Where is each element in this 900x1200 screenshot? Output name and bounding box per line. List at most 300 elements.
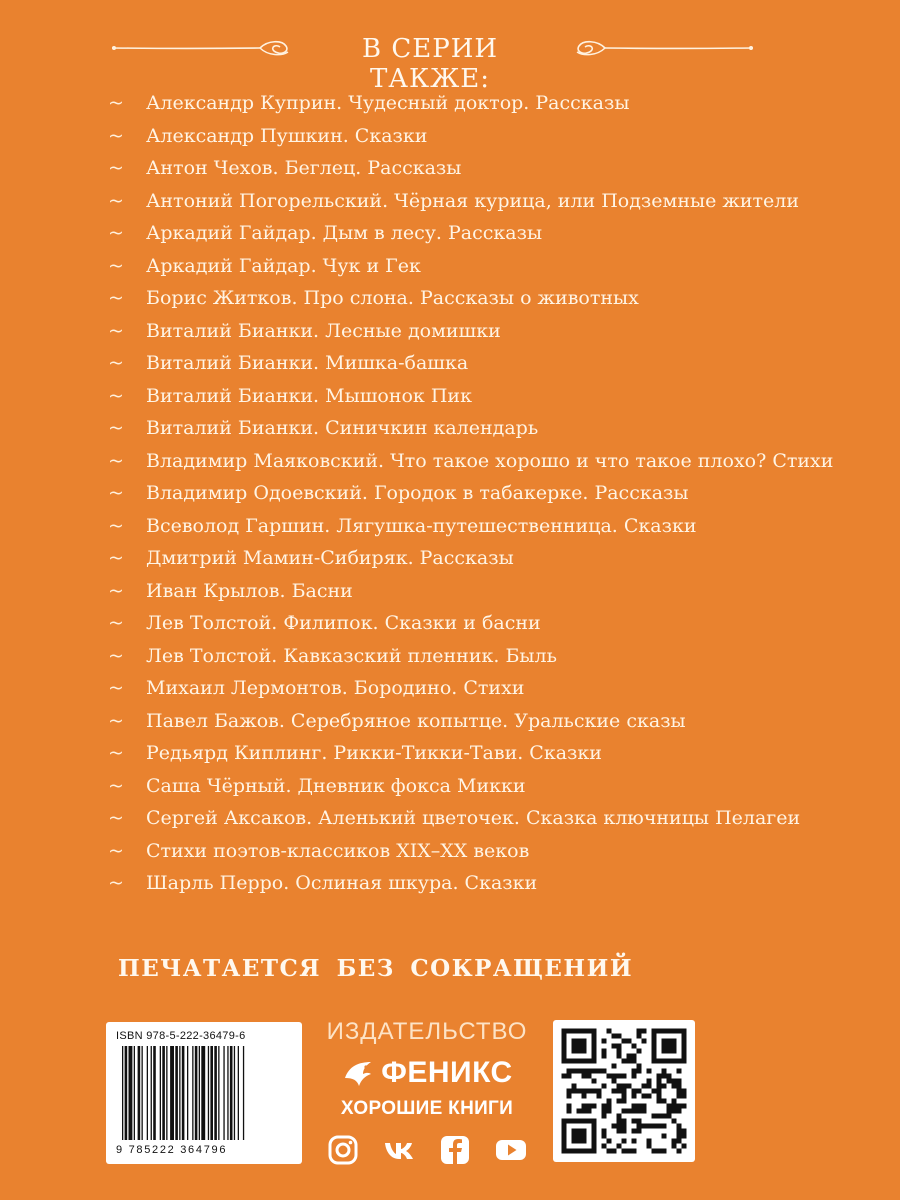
barcode-bar <box>153 1046 156 1140</box>
qr-module <box>567 1069 572 1074</box>
qr-module <box>657 1124 662 1129</box>
qr-module <box>637 1034 642 1039</box>
qr-module <box>622 1089 627 1094</box>
list-item <box>108 738 848 771</box>
list-item <box>108 706 848 739</box>
qr-module <box>642 1109 647 1114</box>
list-marker: ~ <box>108 514 124 537</box>
barcode-bar <box>208 1046 209 1140</box>
book-title: Редьярд Киплинг. Рикки-Тикки-Тави. Сказки <box>146 742 602 764</box>
qr-module <box>582 1074 587 1079</box>
qr-module <box>667 1079 672 1084</box>
list-item <box>108 316 848 349</box>
list-marker: ~ <box>108 644 124 667</box>
list-item <box>108 251 848 284</box>
qr-module <box>602 1129 607 1134</box>
qr-module <box>657 1084 662 1089</box>
qr-module <box>677 1104 682 1109</box>
qr-module <box>632 1109 637 1114</box>
list-marker: ~ <box>108 547 124 569</box>
qr-module <box>677 1129 682 1134</box>
qr-module <box>612 1079 617 1084</box>
qr-module <box>632 1074 637 1079</box>
qr-module <box>647 1094 652 1099</box>
qr-module <box>612 1149 617 1154</box>
qr-module <box>637 1064 642 1069</box>
qr-module <box>592 1069 597 1074</box>
qr-finder-pattern <box>572 1039 587 1054</box>
qr-module <box>572 1089 577 1094</box>
book-title: Аркадий Гайдар. Дым в лесу. Рассказы <box>146 222 543 244</box>
qr-module <box>667 1104 672 1109</box>
unabridged-notice: ПЕЧАТАЕТСЯ БЕЗ СОКРАЩЕНИЙ <box>118 955 634 982</box>
qr-module <box>667 1109 672 1114</box>
qr-module <box>677 1094 682 1099</box>
qr-code-image[interactable] <box>553 1020 695 1162</box>
qr-module <box>637 1109 642 1114</box>
series-heading-row <box>0 22 900 94</box>
qr-module <box>637 1069 642 1074</box>
list-item <box>108 771 848 804</box>
book-title: Сергей Аксаков. Аленький цветочек. Сказка ключницы Пелагеи <box>146 807 801 829</box>
barcode-bar <box>192 1046 193 1140</box>
qr-module <box>632 1044 637 1049</box>
flourish-right-ornament <box>565 36 755 60</box>
qr-module <box>632 1089 637 1094</box>
publisher-block <box>312 1018 542 1168</box>
qr-module <box>607 1074 612 1079</box>
book-title: Виталий Бианки. Синичкин календарь <box>146 417 539 439</box>
social-icons-row <box>312 1132 542 1168</box>
qr-module <box>667 1114 672 1119</box>
qr-module <box>572 1069 577 1074</box>
qr-module <box>562 1074 567 1079</box>
book-title: Стихи поэтов-классиков XIX–XX веков <box>146 839 530 862</box>
qr-module <box>617 1089 622 1094</box>
list-marker: ~ <box>108 742 124 764</box>
qr-module <box>677 1134 682 1139</box>
qr-module <box>602 1084 607 1089</box>
qr-finder-pattern <box>662 1039 677 1054</box>
list-marker: ~ <box>108 254 124 277</box>
barcode-bar <box>218 1046 219 1140</box>
isbn-label: ISBN 978-5-222-36479-6 <box>116 1030 246 1042</box>
qr-module <box>602 1114 607 1119</box>
qr-module <box>622 1124 627 1129</box>
qr-module <box>622 1094 627 1099</box>
qr-module <box>642 1094 647 1099</box>
qr-module <box>637 1129 642 1134</box>
list-marker: ~ <box>108 287 124 309</box>
qr-module <box>657 1089 662 1094</box>
qr-module <box>582 1089 587 1094</box>
publisher-brand-row <box>312 1054 542 1092</box>
qr-module <box>602 1069 607 1074</box>
qr-module <box>622 1039 627 1044</box>
qr-module <box>657 1114 662 1119</box>
qr-module <box>607 1109 612 1114</box>
qr-module <box>607 1139 612 1144</box>
series-heading: В СЕРИИ ТАКЖЕ: <box>361 34 499 94</box>
qr-module <box>637 1029 642 1034</box>
book-title: Михаил Лермонтов. Бородино. Стихи <box>146 677 525 699</box>
qr-module <box>632 1129 637 1134</box>
qr-module <box>612 1089 617 1094</box>
book-title: Павел Бажов. Серебряное копытце. Уральские сказы <box>146 709 686 732</box>
qr-module <box>597 1094 602 1099</box>
qr-module <box>642 1084 647 1089</box>
qr-module <box>657 1079 662 1084</box>
list-item <box>108 543 848 576</box>
list-item <box>108 576 848 609</box>
qr-module <box>607 1099 612 1104</box>
barcode-bar <box>134 1046 135 1140</box>
book-title: Лев Толстой. Кавказский пленник. Быль <box>146 644 557 667</box>
book-title: Антоний Погорельский. Чёрная курица, или Подземные жители <box>146 189 800 212</box>
qr-module <box>647 1124 652 1129</box>
list-marker: ~ <box>108 222 124 244</box>
list-item <box>108 283 848 316</box>
qr-module <box>617 1114 622 1119</box>
qr-module <box>587 1109 592 1114</box>
book-title: Лев Толстой. Филипок. Сказки и басни <box>146 612 541 634</box>
list-marker: ~ <box>108 612 124 634</box>
barcode-bar <box>187 1046 188 1140</box>
qr-module <box>652 1149 657 1154</box>
book-title: Александр Пушкин. Сказки <box>146 124 428 147</box>
barcode-bar <box>199 1046 200 1140</box>
list-item <box>108 381 848 414</box>
list-marker: ~ <box>108 417 124 439</box>
list-marker: ~ <box>108 352 124 374</box>
qr-module <box>627 1059 632 1064</box>
list-item <box>108 446 848 479</box>
list-item <box>108 348 848 381</box>
qr-module <box>582 1104 587 1109</box>
list-item <box>108 673 848 706</box>
qr-module <box>622 1109 627 1114</box>
qr-module <box>587 1089 592 1094</box>
qr-module <box>622 1149 627 1154</box>
qr-module <box>612 1034 617 1039</box>
qr-module <box>607 1104 612 1109</box>
qr-module <box>627 1149 632 1154</box>
qr-module <box>647 1069 652 1074</box>
qr-module <box>657 1149 662 1154</box>
qr-module <box>652 1114 657 1119</box>
list-marker: ~ <box>108 807 124 829</box>
publisher-name: ФЕНИКС <box>381 1056 513 1089</box>
qr-module <box>632 1069 637 1074</box>
qr-module <box>637 1089 642 1094</box>
qr-module <box>627 1084 632 1089</box>
book-title: Владимир Маяковский. Что такое хорошо и что такое плохо? Стихи <box>146 449 834 472</box>
book-title: Виталий Бианки. Мышонок Пик <box>146 384 472 407</box>
qr-module <box>617 1049 622 1054</box>
list-item <box>108 868 848 901</box>
qr-module <box>587 1104 592 1109</box>
book-title: Александр Куприн. Чудесный доктор. Рассказы <box>146 92 630 114</box>
qr-module <box>627 1039 632 1044</box>
qr-module <box>672 1099 677 1104</box>
barcode-bar <box>138 1046 141 1140</box>
barcode-bar <box>166 1046 167 1140</box>
qr-module <box>587 1069 592 1074</box>
qr-module <box>662 1099 667 1104</box>
qr-module <box>607 1029 612 1034</box>
list-marker: ~ <box>108 482 124 504</box>
qr-module <box>672 1104 677 1109</box>
qr-module <box>627 1109 632 1114</box>
series-book-list <box>108 88 848 901</box>
phoenix-logo-icon <box>341 1056 375 1090</box>
qr-module <box>617 1084 622 1089</box>
book-title: Всеволод Гаршин. Лягушка-путешественница. Сказки <box>146 514 697 537</box>
qr-module <box>657 1099 662 1104</box>
qr-module <box>602 1054 607 1059</box>
list-marker: ~ <box>108 449 124 472</box>
qr-module <box>632 1119 637 1124</box>
qr-module <box>662 1124 667 1129</box>
qr-module <box>632 1059 637 1064</box>
barcode-bar <box>175 1046 178 1140</box>
qr-module <box>642 1104 647 1109</box>
qr-module <box>682 1094 687 1099</box>
qr-module <box>672 1139 677 1144</box>
barcode-bar <box>230 1046 233 1140</box>
qr-code-panel <box>553 1020 695 1162</box>
list-item <box>108 478 848 511</box>
qr-module <box>607 1149 612 1154</box>
qr-module <box>647 1144 652 1149</box>
qr-module <box>637 1104 642 1109</box>
qr-module <box>612 1124 617 1129</box>
book-title: Виталий Бианки. Мишка-башка <box>146 352 469 374</box>
book-title: Аркадий Гайдар. Чук и Гек <box>146 254 421 277</box>
facebook-icon[interactable] <box>437 1132 473 1168</box>
list-marker: ~ <box>108 124 124 147</box>
qr-module <box>642 1039 647 1044</box>
vk-icon[interactable] <box>381 1132 417 1168</box>
barcode-bar <box>160 1046 161 1140</box>
list-marker: ~ <box>108 384 124 407</box>
qr-module <box>592 1104 597 1109</box>
book-title: Саша Чёрный. Дневник фокса Микки <box>146 774 526 797</box>
qr-module <box>662 1149 667 1154</box>
list-marker: ~ <box>108 157 124 179</box>
qr-module <box>582 1109 587 1114</box>
qr-module <box>642 1029 647 1034</box>
book-title: Иван Крылов. Басни <box>146 579 353 602</box>
qr-module <box>622 1084 627 1089</box>
qr-module <box>652 1089 657 1094</box>
barcode-bar <box>170 1046 174 1140</box>
barcode-digits: 9 785222 364796 <box>116 1144 228 1156</box>
qr-module <box>602 1134 607 1139</box>
barcode-bar <box>151 1046 152 1140</box>
list-marker: ~ <box>108 774 124 797</box>
qr-module <box>617 1144 622 1149</box>
list-item <box>108 836 848 869</box>
qr-module <box>617 1074 622 1079</box>
qr-module <box>637 1119 642 1124</box>
list-item <box>108 511 848 544</box>
barcode-bar <box>122 1046 123 1140</box>
barcode-bar <box>147 1046 148 1140</box>
qr-module <box>617 1099 622 1104</box>
qr-module <box>602 1039 607 1044</box>
qr-module <box>657 1074 662 1079</box>
barcode-bar <box>129 1046 133 1140</box>
list-marker: ~ <box>108 677 124 699</box>
list-item <box>108 803 848 836</box>
qr-module <box>662 1084 667 1089</box>
qr-module <box>612 1064 617 1069</box>
qr-module <box>677 1079 682 1084</box>
list-item <box>108 88 848 121</box>
qr-module <box>577 1109 582 1114</box>
qr-module <box>602 1144 607 1149</box>
qr-module <box>682 1129 687 1134</box>
publisher-slogan: ХОРОШИЕ КНИГИ <box>340 1098 514 1119</box>
qr-module <box>602 1104 607 1109</box>
qr-module <box>647 1084 652 1089</box>
barcode-image <box>120 1046 290 1142</box>
qr-module <box>567 1089 572 1094</box>
book-title: Борис Житков. Про слона. Рассказы о животных <box>146 287 639 309</box>
qr-module <box>622 1074 627 1079</box>
list-marker: ~ <box>108 319 124 342</box>
barcode-bar <box>142 1046 143 1140</box>
qr-module <box>677 1139 682 1144</box>
qr-module <box>622 1119 627 1124</box>
qr-module <box>662 1074 667 1079</box>
qr-module <box>637 1049 642 1054</box>
list-marker: ~ <box>108 839 124 862</box>
qr-module <box>682 1134 687 1139</box>
qr-module <box>677 1124 682 1129</box>
youtube-icon[interactable] <box>493 1132 529 1168</box>
barcode-bar <box>214 1046 217 1140</box>
list-item <box>108 608 848 641</box>
qr-module <box>662 1069 667 1074</box>
qr-module <box>617 1044 622 1049</box>
list-marker: ~ <box>108 92 124 114</box>
qr-module <box>587 1074 592 1079</box>
list-item <box>108 218 848 251</box>
qr-module <box>597 1069 602 1074</box>
qr-module <box>677 1069 682 1074</box>
barcode-bar <box>234 1046 235 1140</box>
barcode-bar <box>201 1046 205 1140</box>
qr-module <box>677 1149 682 1154</box>
barcode-bar <box>223 1046 224 1140</box>
qr-module <box>667 1074 672 1079</box>
qr-module <box>657 1094 662 1099</box>
qr-module <box>617 1129 622 1134</box>
list-item <box>108 153 848 186</box>
qr-module <box>647 1139 652 1144</box>
qr-module <box>632 1149 637 1154</box>
qr-module <box>567 1074 572 1079</box>
qr-module <box>617 1124 622 1129</box>
qr-module <box>582 1094 587 1099</box>
barcode-bar <box>162 1046 165 1140</box>
barcode-bar <box>179 1046 180 1140</box>
barcode-bar <box>182 1046 185 1140</box>
qr-module <box>642 1124 647 1129</box>
qr-module <box>617 1119 622 1124</box>
qr-module <box>602 1109 607 1114</box>
qr-module <box>567 1109 572 1114</box>
list-item <box>108 413 848 446</box>
qr-module <box>682 1104 687 1109</box>
qr-module <box>622 1139 627 1144</box>
qr-module <box>582 1069 587 1074</box>
qr-module <box>612 1044 617 1049</box>
list-marker: ~ <box>108 579 124 602</box>
qr-module <box>617 1034 622 1039</box>
list-marker: ~ <box>108 189 124 212</box>
qr-module <box>677 1084 682 1089</box>
book-title: Шарль Перро. Ослиная шкура. Сказки <box>146 872 538 894</box>
barcode-bar <box>125 1046 128 1140</box>
qr-module <box>592 1089 597 1094</box>
qr-module <box>567 1104 572 1109</box>
list-marker: ~ <box>108 709 124 732</box>
qr-module <box>602 1049 607 1054</box>
qr-module <box>612 1074 617 1079</box>
qr-module <box>572 1084 577 1089</box>
qr-module <box>622 1099 627 1104</box>
book-title: Виталий Бианки. Лесные домишки <box>146 319 501 342</box>
list-item <box>108 641 848 674</box>
qr-module <box>672 1084 677 1089</box>
qr-module <box>597 1089 602 1094</box>
barcode-bar <box>227 1046 228 1140</box>
instagram-icon[interactable] <box>325 1132 361 1168</box>
qr-module <box>662 1134 667 1139</box>
qr-module <box>617 1054 622 1059</box>
qr-module <box>632 1139 637 1144</box>
qr-module <box>577 1069 582 1074</box>
qr-module <box>672 1109 677 1114</box>
qr-module <box>622 1059 627 1064</box>
barcode-bar <box>210 1046 213 1140</box>
qr-module <box>677 1089 682 1094</box>
qr-module <box>672 1119 677 1124</box>
qr-module <box>672 1144 677 1149</box>
list-item <box>108 186 848 219</box>
qr-module <box>627 1054 632 1059</box>
qr-module <box>592 1079 597 1084</box>
barcode-bar <box>238 1046 239 1140</box>
book-title: Владимир Одоевский. Городок в табакерке. Рассказы <box>146 482 689 504</box>
book-title: Дмитрий Мамин-Сибиряк. Рассказы <box>146 547 514 569</box>
qr-module <box>632 1054 637 1059</box>
barcode-panel <box>106 1022 302 1164</box>
qr-module <box>622 1129 627 1134</box>
flourish-left-ornament <box>110 36 300 60</box>
qr-module <box>632 1094 637 1099</box>
list-marker: ~ <box>108 872 124 894</box>
qr-module <box>652 1124 657 1129</box>
qr-module <box>567 1094 572 1099</box>
qr-finder-pattern <box>572 1129 587 1144</box>
qr-module <box>647 1079 652 1084</box>
qr-module <box>677 1109 682 1114</box>
qr-module <box>632 1104 637 1109</box>
